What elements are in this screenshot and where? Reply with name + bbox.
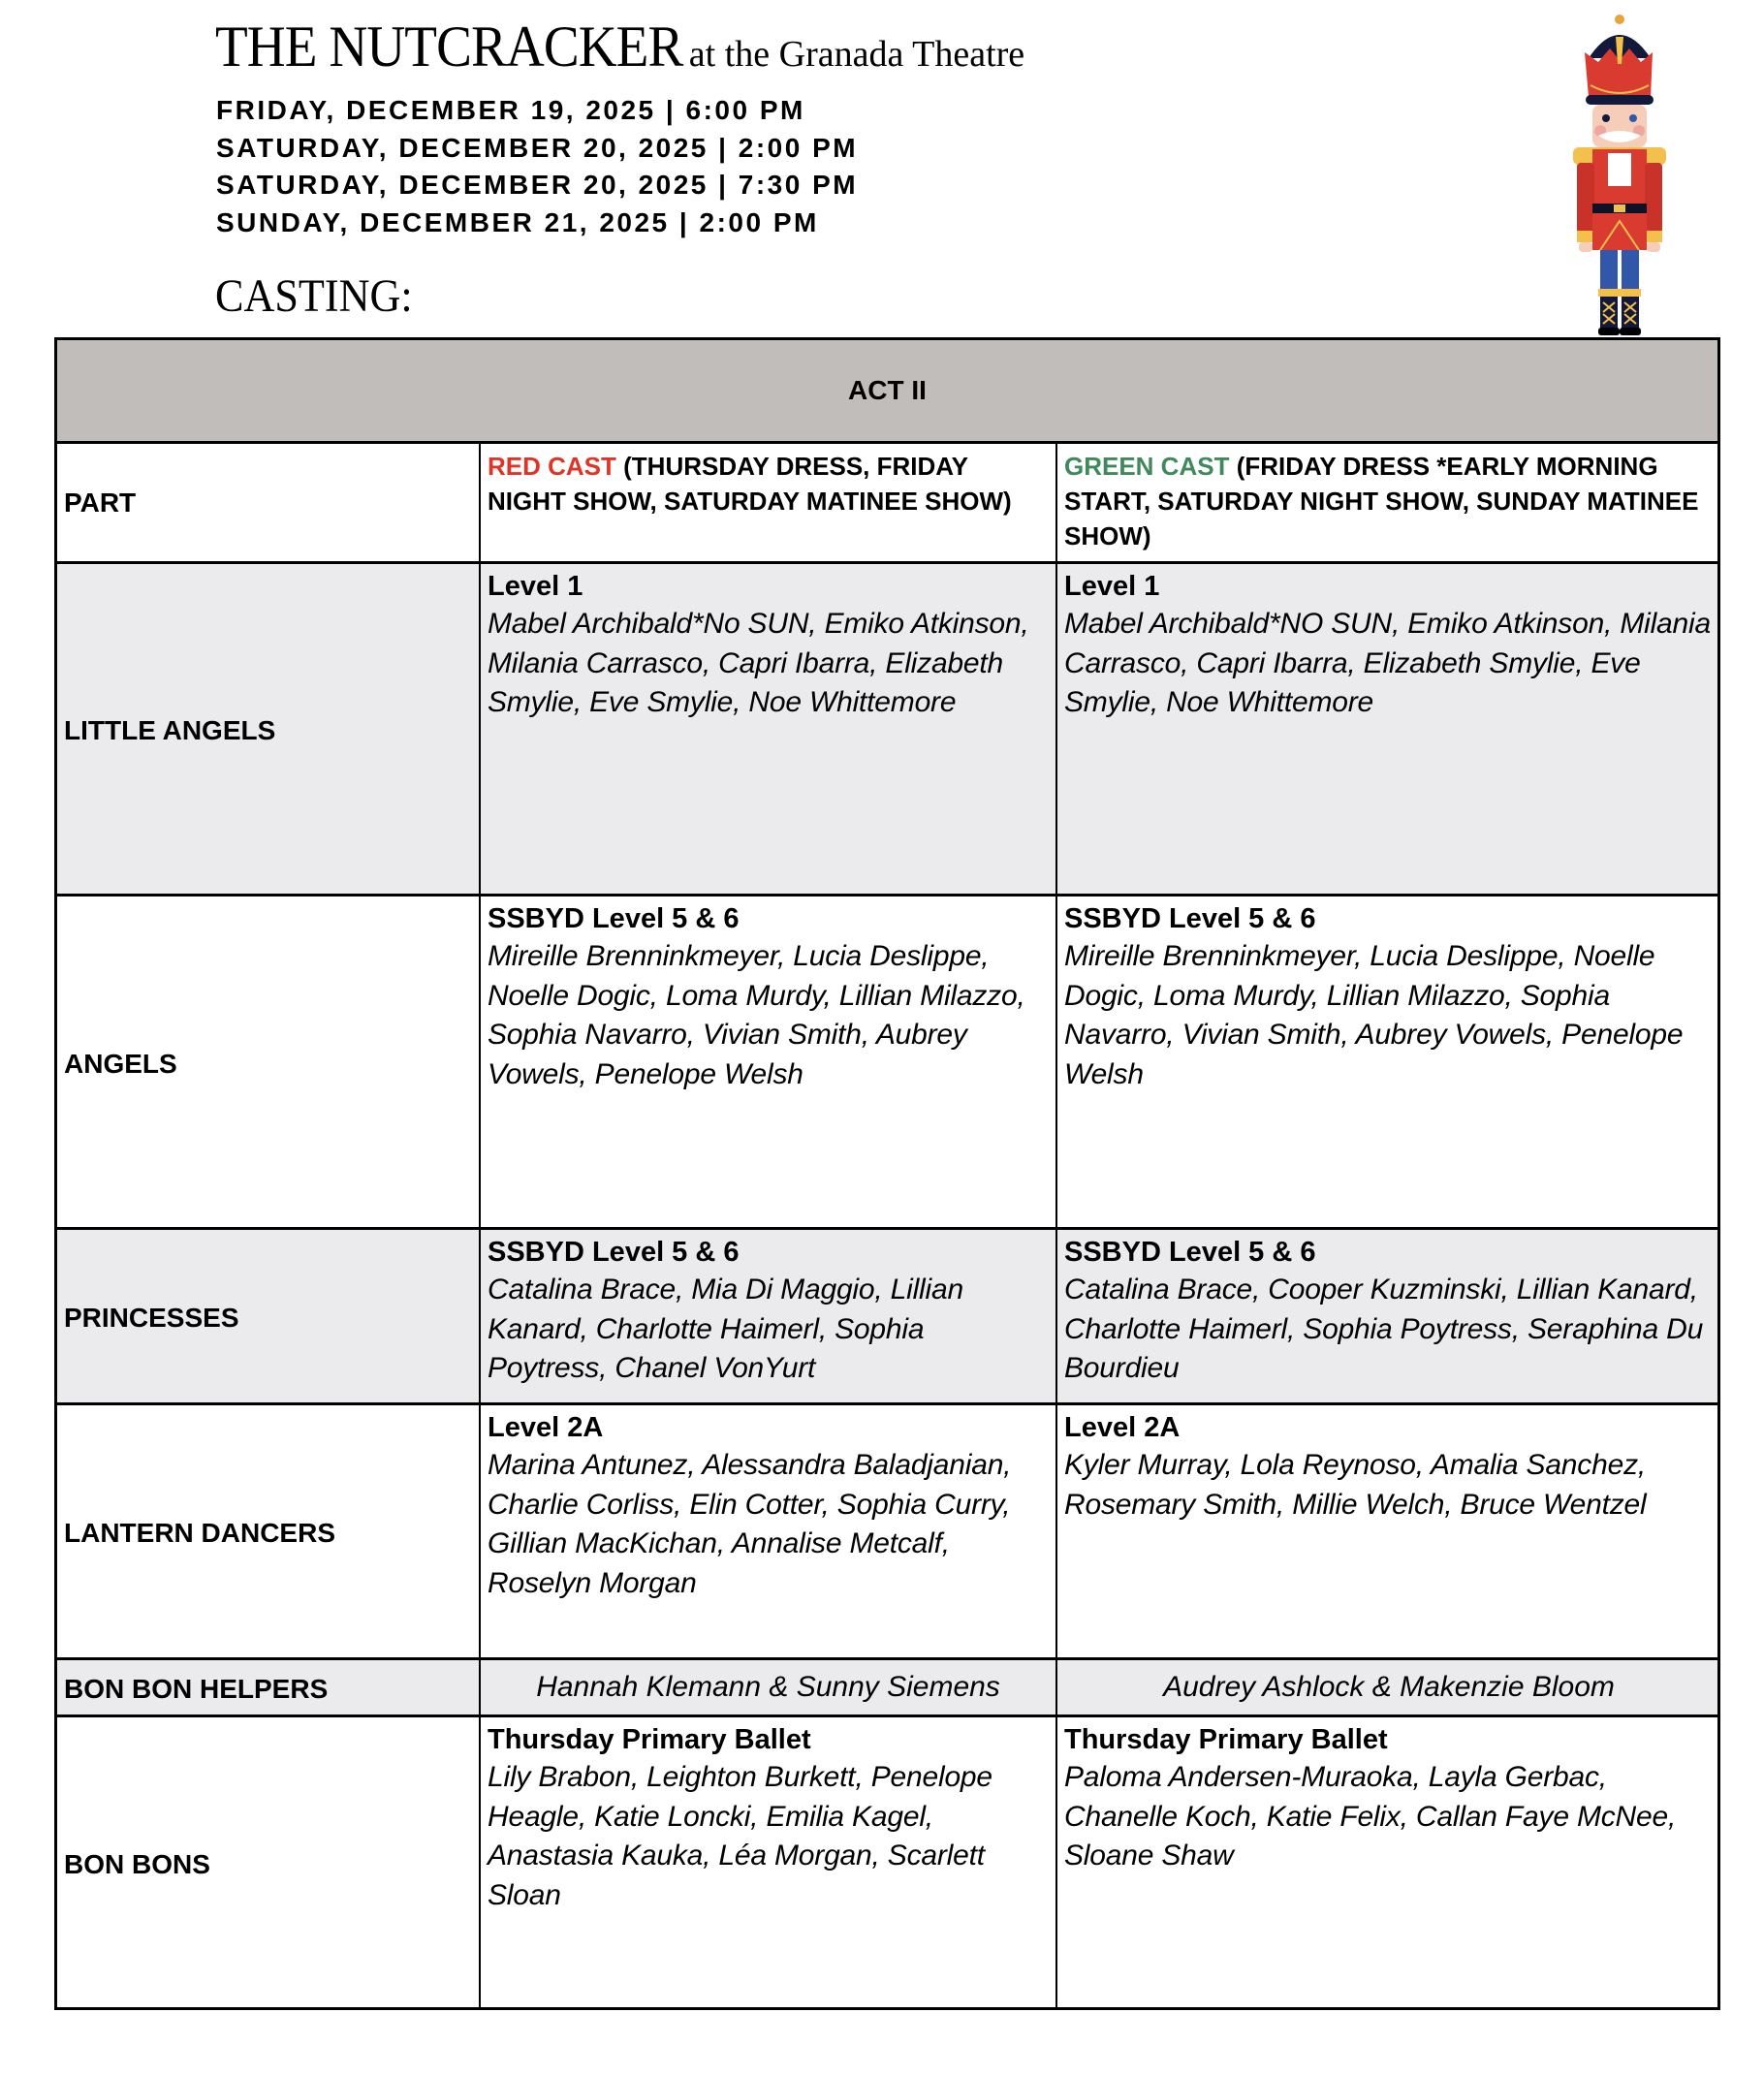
red-cast-cell [479, 1230, 1055, 1402]
cast-names: Kyler Murray, Lola Reynoso, Amalia Sanchez, Rosemary Smith, Millie Welch, Bruce Wentzel [1064, 1449, 1647, 1521]
nutcracker-soldier-icon [1556, 12, 1682, 336]
casting-heading: CASTING: [215, 270, 413, 322]
cast-names: Catalina Brace, Mia Di Maggio, Lillian Kanard, Charlotte Haimerl, Sophia Poytress, Chanel VonYurt [488, 1274, 963, 1384]
performance-date: SATURDAY, DECEMBER 20, 2025 | 2:00 PM [216, 132, 859, 163]
table-row [57, 564, 1717, 896]
cast-group: Level 2A [1064, 1412, 1181, 1443]
green-cast-cell [1055, 1660, 1720, 1714]
part-name: ANGELS [64, 1048, 177, 1079]
column-header-row [57, 441, 1717, 564]
red-cast-detail: (THURSDAY DRESS, FRIDAY NIGHT SHOW, SATURDAY MATINEE SHOW) [488, 452, 1012, 516]
performance-date: SATURDAY, DECEMBER 20, 2025 | 7:30 PM [216, 170, 859, 200]
green-cast-cell [1055, 1230, 1720, 1402]
part-name: BON BON HELPERS [64, 1674, 329, 1704]
casting-table [54, 337, 1720, 2010]
green-cast-detail: (FRIDAY DRESS *EARLY MORNING START, SATURDAY NIGHT SHOW, SUNDAY MATINEE SHOW) [1064, 452, 1699, 550]
red-cast-cell [479, 1405, 1055, 1657]
red-cast-cell [479, 896, 1055, 1227]
part-name: BON BONS [64, 1848, 210, 1879]
performance-dates [216, 92, 858, 241]
green-cast-label: GREEN CAST [1064, 452, 1230, 481]
table-row [57, 1660, 1717, 1717]
cast-names: Hannah Klemann & Sunny Siemens [536, 1671, 1000, 1703]
cast-group: Level 1 [1064, 571, 1160, 602]
cast-names: Marina Antunez, Alessandra Baladjanian, Charlie Corliss, Elin Cotter, Sophia Curry, Gillian MacKichan, Annalise Metcalf, Roselyn Morgan [488, 1449, 1012, 1599]
cast-group: SSBYD Level 5 & 6 [488, 1237, 740, 1268]
green-cast-cell [1055, 896, 1720, 1227]
cast-names: Catalina Brace, Cooper Kuzminski, Lillian Kanard, Charlotte Haimerl, Sophia Poytress, Seraphina Du Bourdieu [1064, 1274, 1704, 1384]
red-cast-header [479, 441, 1055, 561]
green-cast-header [1055, 441, 1720, 561]
cast-names: Mireille Brenninkmeyer, Lucia Deslippe, Noelle Dogic, Loma Murdy, Lillian Milazzo, Sophia Navarro, Vivian Smith, Aubrey Vowels, Penelope Welsh [488, 940, 1025, 1090]
cast-group: Level 1 [488, 571, 583, 602]
table-row [57, 1405, 1717, 1660]
part-column-header: PART [64, 488, 137, 518]
cast-names: Mabel Archibald*No SUN, Emiko Atkinson, Milania Carrasco, Capri Ibarra, Elizabeth Smylie, Eve Smylie, Noe Whittemore [488, 608, 1029, 718]
red-cast-cell [479, 1717, 1055, 2007]
cast-group: SSBYD Level 5 & 6 [488, 903, 740, 934]
cast-names: Audrey Ashlock & Makenzie Bloom [1163, 1671, 1615, 1703]
red-cast-cell [479, 564, 1055, 894]
cast-names: Mireille Brenninkmeyer, Lucia Deslippe, Noelle Dogic, Loma Murdy, Lillian Milazzo, Sophia Navarro, Vivian Smith, Aubrey Vowels, Penelope Welsh [1064, 940, 1684, 1090]
cast-group: Thursday Primary Ballet [1064, 1724, 1388, 1755]
part-name: LANTERN DANCERS [64, 1518, 335, 1548]
act-header: ACT II [57, 340, 1717, 444]
cast-group: Level 2A [488, 1412, 604, 1443]
part-name: PRINCESSES [64, 1303, 239, 1333]
cast-group: Thursday Primary Ballet [488, 1724, 811, 1755]
red-cast-cell [479, 1660, 1055, 1714]
table-row [57, 896, 1717, 1230]
green-cast-cell [1055, 1717, 1720, 2007]
table-row [57, 1717, 1717, 2007]
red-cast-label: RED CAST [488, 452, 616, 481]
performance-date: FRIDAY, DECEMBER 19, 2025 | 6:00 PM [216, 95, 805, 125]
document-title [215, 14, 1024, 80]
green-cast-cell [1055, 1405, 1720, 1657]
performance-date: SUNDAY, DECEMBER 21, 2025 | 2:00 PM [216, 206, 819, 237]
table-row [57, 1230, 1717, 1405]
cast-names: Lily Brabon, Leighton Burkett, Penelope Heagle, Katie Loncki, Emilia Kagel, Anastasia Kauka, Léa Morgan, Scarlett Sloan [488, 1761, 992, 1911]
show-title: THE NUTCRACKER [215, 15, 683, 79]
venue-subtitle: at the Granada Theatre [688, 34, 1025, 75]
part-name: LITTLE ANGELS [64, 715, 276, 745]
cast-names: Mabel Archibald*NO SUN, Emiko Atkinson, Milania Carrasco, Capri Ibarra, Elizabeth Smylie, Eve Smylie, Noe Whittemore [1064, 608, 1711, 718]
cast-names: Paloma Andersen-Muraoka, Layla Gerbac, Chanelle Koch, Katie Felix, Callan Faye McNee, Sloane Shaw [1064, 1761, 1677, 1872]
green-cast-cell [1055, 564, 1720, 894]
cast-group: SSBYD Level 5 & 6 [1064, 1237, 1316, 1268]
cast-group: SSBYD Level 5 & 6 [1064, 903, 1316, 934]
